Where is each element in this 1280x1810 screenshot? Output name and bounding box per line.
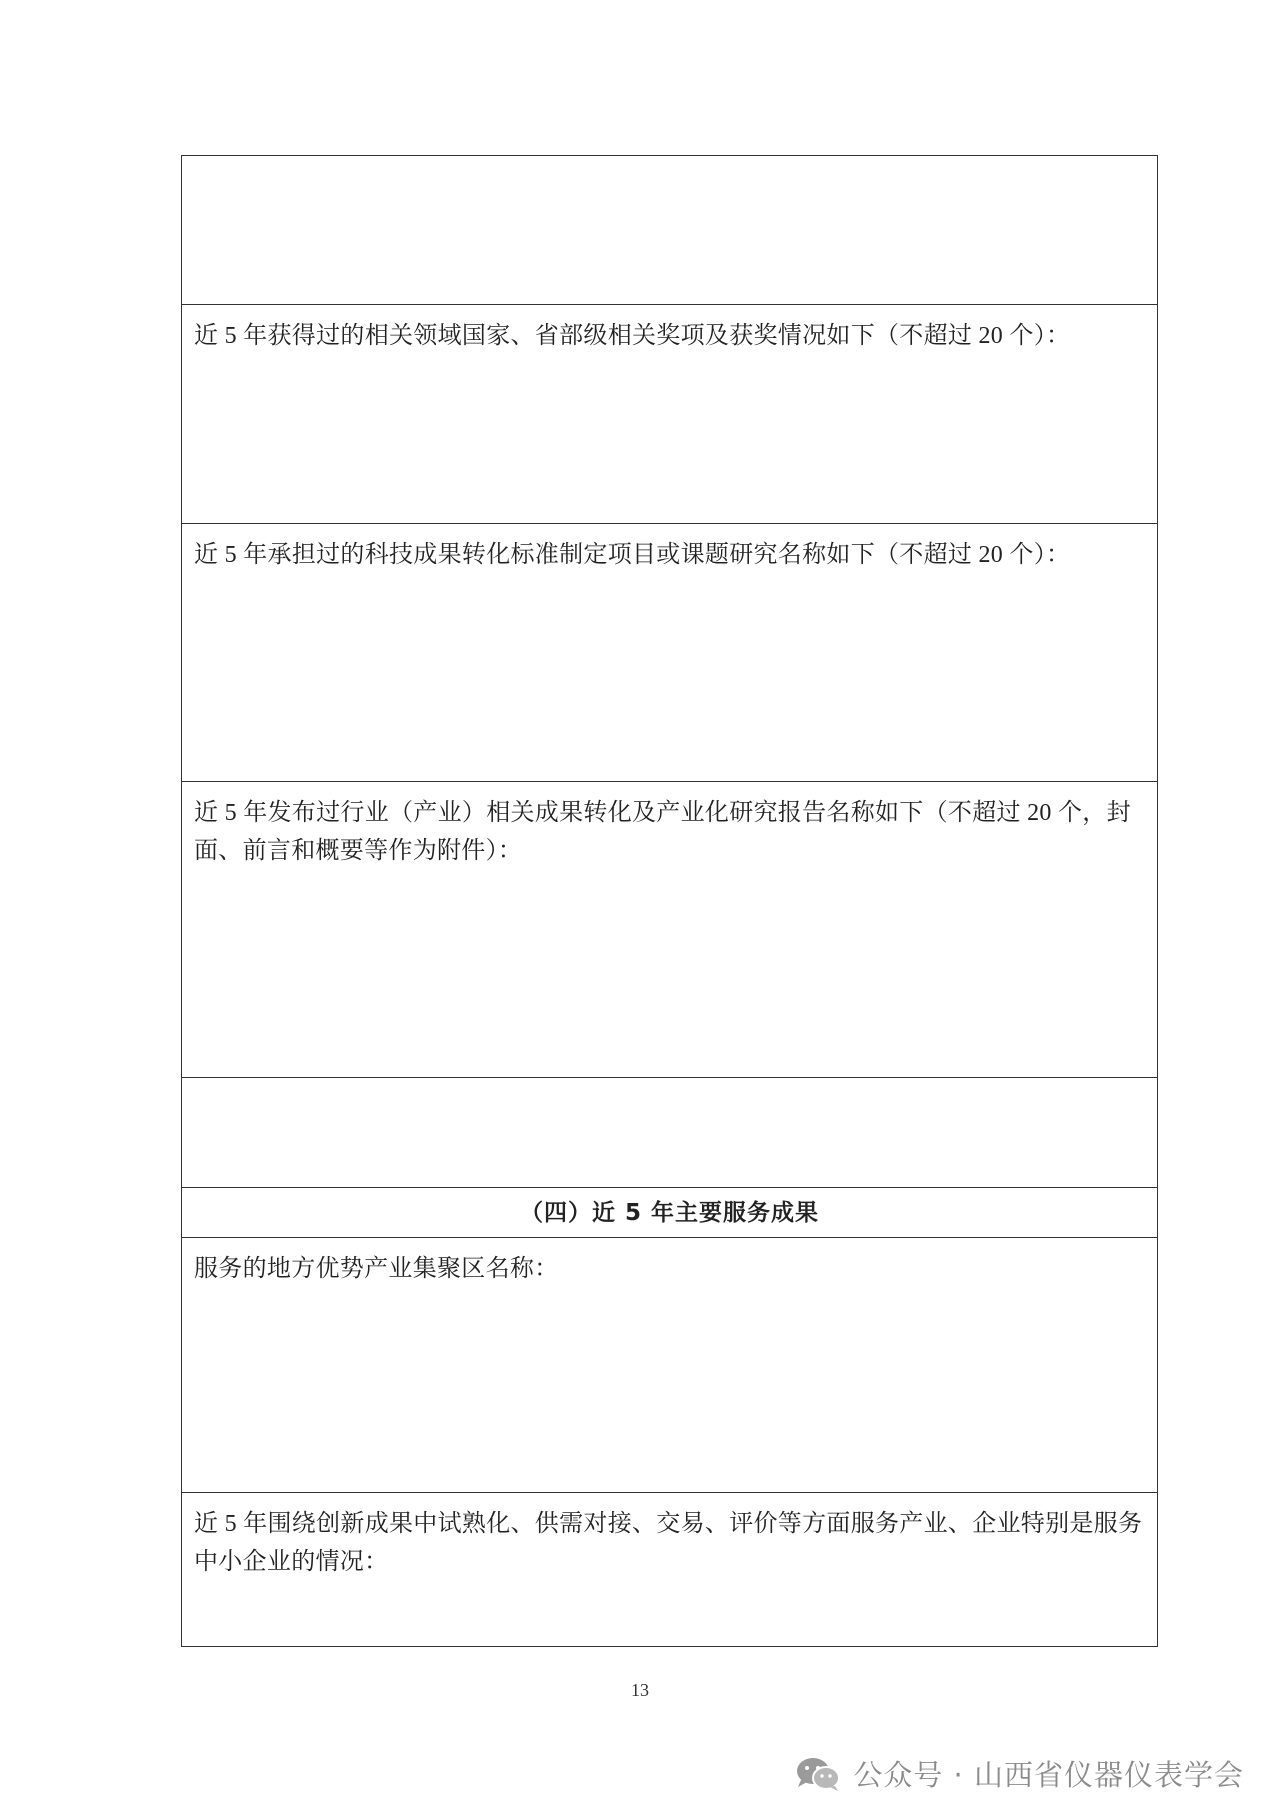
section-header: [182, 1188, 1157, 1238]
application-form-table: [181, 155, 1158, 1647]
research-reports-label: 近 5 年发布过行业（产业）相关成果转化及产业化研究报告名称如下（不超过 20 个，封面、前言和概要等作为附件）：: [194, 800, 1131, 864]
blank-cell-middle: [182, 1078, 1157, 1188]
sme-services-label: 近 5 年围绕创新成果中试熟化、供需对接、交易、评价等方面服务产业、企业特别是服务中小企业的情况：: [194, 1511, 1143, 1575]
industry-cluster-cell: [182, 1238, 1157, 1493]
section-title: （四）近 5 年主要服务成果: [519, 1199, 820, 1226]
standards-projects-label: 近 5 年承担过的科技成果转化标准制定项目或课题研究名称如下（不超过 20 个）：: [194, 542, 1071, 568]
sme-services-cell: [182, 1493, 1157, 1646]
awards-label: 近 5 年获得过的相关领域国家、省部级相关奖项及获奖情况如下（不超过 20 个）：: [194, 323, 1071, 349]
industry-cluster-label: 服务的地方优势产业集聚区名称：: [194, 1256, 559, 1282]
standards-projects-cell: [182, 524, 1157, 782]
blank-cell-top: [182, 156, 1157, 305]
watermark: [795, 1753, 1244, 1794]
page-number: 13: [631, 1680, 649, 1700]
watermark-text: 公众号 · 山西省仪器仪表学会: [853, 1758, 1244, 1792]
awards-cell: [182, 305, 1157, 524]
wechat-icon: [795, 1756, 841, 1792]
research-reports-cell: [182, 782, 1157, 1078]
